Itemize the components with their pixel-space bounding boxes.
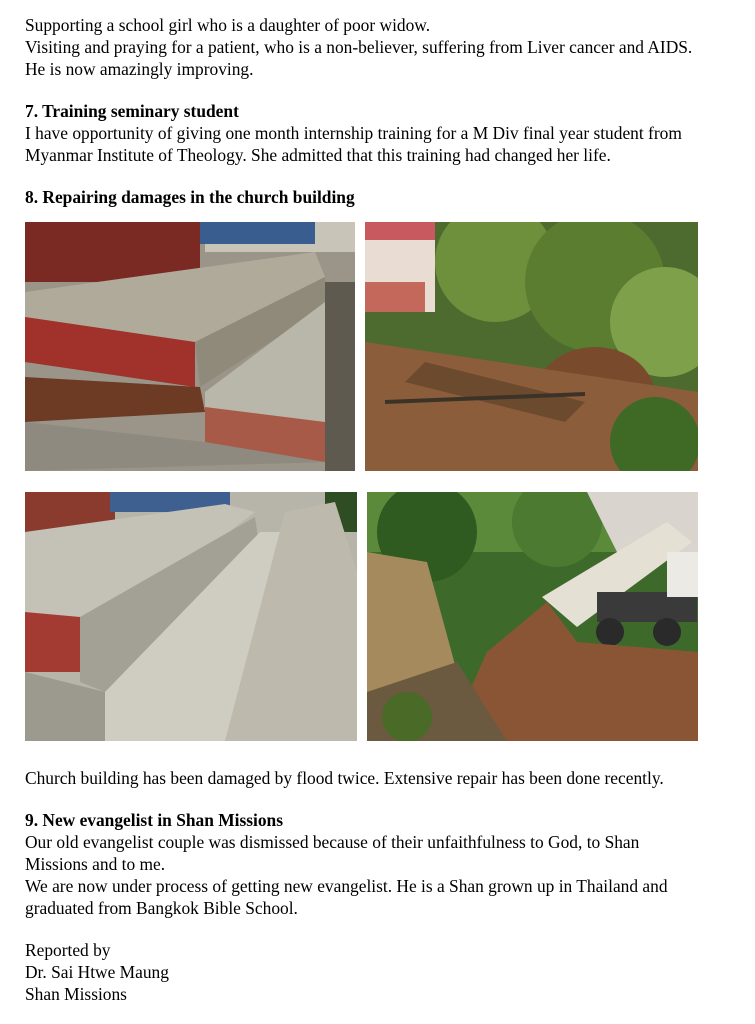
signature-name: Dr. Sai Htwe Maung [25,962,169,982]
signature-line-1: Reported by [25,940,111,960]
intro-line-2: Visiting and praying for a patient, who is a non-believer, suffering from Liver cancer and AIDS. [25,37,693,57]
section-7-line-2: Myanmar Institute of Theology. She admitted that this training had changed her life. [25,145,611,165]
section-9-line-3: We are now under process of getting new evangelist. He is a Shan grown up in Thailand and [25,876,668,896]
section-8-caption: Church building has been damaged by flood twice. Extensive repair has been done recently. [25,768,664,788]
photo-grid [25,222,747,742]
signature-organization: Shan Missions [25,984,127,1004]
intro-line-3: He is now amazingly improving. [25,59,254,79]
intro-line-1: Supporting a school girl who is a daughter of poor widow. [25,15,431,35]
document-page [25,0,747,1005]
photo-dump-truck-riverbank [367,492,698,741]
photo-damaged-steps [25,222,355,471]
section-7-heading: 7. Training seminary student [25,101,239,121]
section-9-heading: 9. New evangelist in Shan Missions [25,810,283,830]
photo-uprooted-tree [365,222,698,471]
section-9-line-1: Our old evangelist couple was dismissed because of their unfaithfulness to God, to Shan [25,832,640,852]
section-8-heading: 8. Repairing damages in the church building [25,187,355,207]
photo-repaired-steps [25,492,357,741]
section-9-line-2: Missions and to me. [25,854,166,874]
section-9-line-4: graduated from Bangkok Bible School. [25,898,298,918]
section-7-line-1: I have opportunity of giving one month internship training for a M Div final year student from [25,123,682,143]
